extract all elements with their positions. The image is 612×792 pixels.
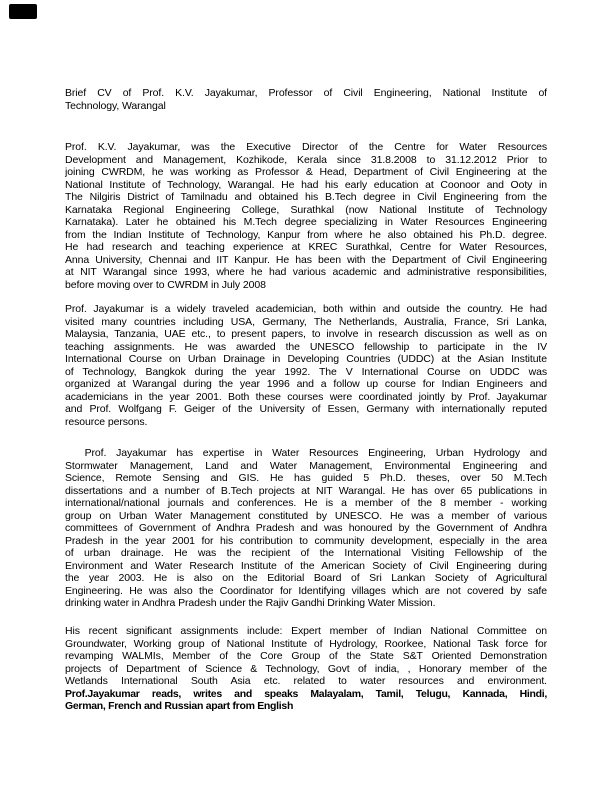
text-line: German, French and Russian apart from English [65,700,294,712]
text-line: the year 2003. He is also on the Editorial Board of Sri Lankan Society of Agricultural [65,572,547,584]
text-line: Groundwater, Working group of National Institute of Hydrology, Roorkee, National Task force for [65,637,547,650]
text-line: academicians in the year 2001. Both these courses were coordinated jointly by Prof. Jayakumar [65,390,547,403]
text-line: drinking water in Andhra Pradesh under the Rajiv Gandhi Drinking Water Mission. [65,597,436,609]
text-line: committees of Government of Andhra Pradesh and was honoured by the Government of Andhra [65,522,547,534]
text-line: Environment and Water Research Institute of the American Society of Civil Engineering during [65,559,547,572]
text-line: He had research and teaching experience at KREC Surathkal, Centre for Water Resources, [65,241,547,253]
para-career [65,141,547,291]
text-line: revamping WALMIs, Member of the Core Group of the State S&T Oriented Demonstration [65,650,547,662]
text-line: organized at Warangal during the year 1996 and a follow up course for Indian Engineers and [65,378,547,390]
text-line: group on Urban Water Management constituted by UNESCO. He was a member of various [65,509,547,522]
para-assignments [65,625,547,713]
text-line: at NIT Warangal since 1993, where he had various academic and administrative responsibilities, [65,266,547,278]
text-line: teaching assignments. He was awarded the UNESCO fellowship to participate in the IV [65,340,547,353]
text-line: Prof. Jayakumar has expertise in Water Resources Engineering, Urban Hydrology and [65,447,547,459]
text-line: projects of Department of Science & Technology, Govt of india, , Honorary member of the [65,662,547,675]
text-line: Engineering. He was also the Coordinator for Identifying villages which are not covered by safe [65,584,547,597]
scan-artifact-mark [9,4,37,19]
text-line: Karnataka Regional Engineering College, Surathkal (now National Institute of Technology [65,203,547,216]
document-title [65,87,547,112]
text-line: Malaysia, Tanzania, UAE etc., to present papers, to involve in research discussion as well as on [65,328,547,340]
text-line: Development and Management, Kozhikode, Kerala since 31.8.2008 to 31.12.2012 Prior to [65,153,547,166]
text-line: Prof. K.V. Jayakumar, was the Executive Director of the Centre for Water Resources [65,141,547,153]
text-line: Science, Remote Sensing and GIS. He has guided 5 Ph.D. theses, over 50 M.Tech [65,472,547,484]
document-body [65,87,547,713]
para-expertise [65,447,547,610]
text-line: of Technology, Bangkok during the year 1992. The V International Course on UDDC was [65,365,547,378]
text-line: Wetlands International South Asia etc. related to water resources and environment. [65,675,547,687]
text-line: Prof.Jayakumar reads, writes and speaks Malayalam, Tamil, Telugu, Kannada, Hindi, [65,687,547,700]
text-line: Technology, Warangal [65,99,166,112]
text-line: Pradesh in the year 2001 for his contribution to community development, especially in the area [65,534,547,547]
text-line: resource persons. [65,415,148,428]
text-line: National Institute of Technology, Warangal. He had his early education at Coonoor and Ooty in [65,178,547,191]
text-line: Prof. Jayakumar is a widely traveled academician, both within and outside the country. He had [65,303,547,315]
text-line: The Nilgiris District of Tamilnadu and obtained his B.Tech degree in Civil Engineering from the [65,191,547,203]
text-line: from the Indian Institute of Technology, Kanpur from where he also obtained his Ph.D. degree. [65,228,547,241]
text-line: of urban drainage. He was the recipient of the International Visiting Fellowship of the [65,547,547,559]
text-line: His recent significant assignments include: Expert member of Indian National Committee on [65,625,547,637]
text-line: Karnataka). Later he obtained his M.Tech degree specializing in Water Resources Engineering [65,216,547,228]
text-line: before moving over to CWRDM in July 2008 [65,278,266,291]
text-line: visited many countries including USA, Germany, The Netherlands, Australia, France, Sri Lanka, [65,315,547,328]
text-line: International Course on Urban Drainage in Developing Countries (UDDC) at the Asian Institute [65,353,547,365]
text-line: Anna University, Chennai and IIT Kanpur. He has been with the Department of Civil Engineering [65,253,547,266]
text-line: Stormwater Management, Land and Water Management, Environmental Engineering and [65,459,547,472]
text-line: and Prof. Wolfgang F. Geiger of the University of Essen, Germany with internationally reputed [65,403,547,415]
text-line: international/national journals and conferences. He is a member of the 8 member - working [65,497,547,509]
para-travel [65,303,547,428]
text-line: dissertations and a number of B.Tech projects at NIT Warangal. He has over 65 publications in [65,484,547,497]
text-line: joining CWRDM, he was working as Professor & Head, Department of Civil Engineering at the [65,166,547,178]
text-line: Brief CV of Prof. K.V. Jayakumar, Professor of Civil Engineering, National Institute of [65,87,547,99]
